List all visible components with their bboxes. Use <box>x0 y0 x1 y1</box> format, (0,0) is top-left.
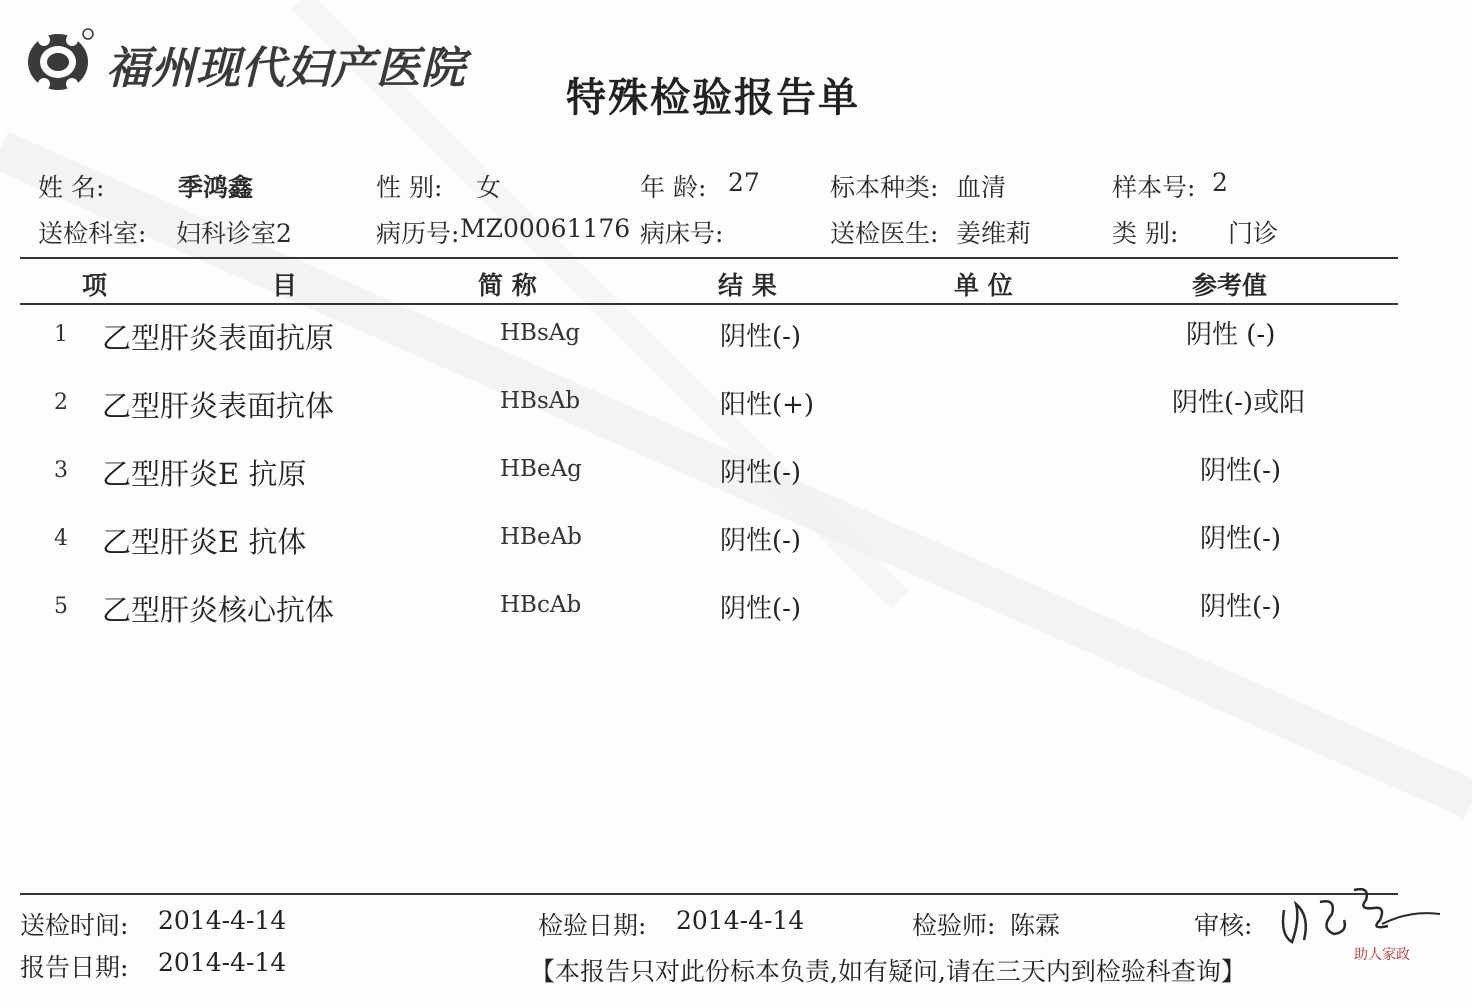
sample-no-label: 样本号: <box>1112 173 1196 202</box>
category-label: 类 别: <box>1112 219 1179 248</box>
col-header-item-b: 目 <box>272 271 298 300</box>
row-item-name: 乙型肝炎表面抗体 <box>102 389 335 423</box>
sample-no-value: 2 <box>1212 168 1228 197</box>
row-reference: 阴性(-) <box>1200 592 1282 622</box>
bed-no-label: 病床号: <box>640 219 724 248</box>
submit-time-label: 送检时间: <box>20 911 129 940</box>
report-date-value: 2014-4-14 <box>158 948 287 977</box>
report-title: 特殊检验报告单 <box>566 74 860 121</box>
technician-label: 检验师: <box>912 911 996 940</box>
record-no-value: MZ00061176 <box>460 214 631 243</box>
submit-time-value: 2014-4-14 <box>158 906 287 935</box>
row-index: 1 <box>54 322 68 347</box>
reviewer-label: 审核: <box>1194 911 1253 940</box>
dept-value: 妇科诊室2 <box>176 219 292 248</box>
record-no-label: 病历号: <box>376 219 460 248</box>
table-header-rule <box>20 303 1398 305</box>
row-index: 3 <box>54 458 68 483</box>
doctor-label: 送检医生: <box>830 219 939 248</box>
watermark-stamp: 助人家政 <box>1354 947 1410 963</box>
row-item-name: 乙型肝炎核心抗体 <box>102 593 335 627</box>
report-date-label: 报告日期: <box>20 953 129 982</box>
patient-name-value: 季鸿鑫 <box>178 173 254 202</box>
col-header-abbr: 简 称 <box>478 271 537 300</box>
row-index: 2 <box>54 390 68 415</box>
age-value: 27 <box>728 168 760 197</box>
dept-label: 送检科室: <box>38 219 147 248</box>
row-reference: 阴性(-) <box>1200 456 1282 486</box>
hospital-logo <box>22 22 466 94</box>
col-header-item-a: 项 <box>82 271 108 300</box>
row-result: 阴性(-) <box>720 458 802 488</box>
row-reference: 阴性(-) <box>1200 524 1282 554</box>
category-value: 门诊 <box>1228 219 1279 248</box>
row-result: 阴性(-) <box>720 526 802 556</box>
col-header-reference: 参考值 <box>1192 271 1268 300</box>
hospital-name: 福州现代妇产医院 <box>106 43 466 94</box>
row-reference: 阴性 (-) <box>1186 320 1276 350</box>
row-index: 4 <box>54 526 68 551</box>
table-bottom-rule <box>20 893 1398 895</box>
gender-value: 女 <box>476 173 502 202</box>
specimen-value: 血清 <box>956 173 1007 202</box>
row-item-name: 乙型肝炎表面抗原 <box>102 321 335 355</box>
row-reference: 阴性(-)或阳 <box>1172 388 1306 418</box>
doctor-value: 姜维莉 <box>956 219 1032 248</box>
patient-name-label: 姓 名: <box>38 173 105 202</box>
row-result: 阴性(-) <box>720 594 802 624</box>
row-result: 阴性(-) <box>720 322 802 352</box>
row-abbr: HBcAb <box>500 592 582 618</box>
row-result: 阳性(+) <box>720 390 815 420</box>
disclaimer-note: 【本报告只对此份标本负责,如有疑问,请在三天内到检验科查询】 <box>530 957 1246 986</box>
row-item-name: 乙型肝炎E 抗体 <box>102 525 307 559</box>
test-date-label: 检验日期: <box>538 911 647 940</box>
col-header-unit: 单 位 <box>954 271 1013 300</box>
row-item-name: 乙型肝炎E 抗原 <box>102 457 307 491</box>
row-abbr: HBeAb <box>500 524 582 550</box>
row-abbr: HBeAg <box>500 456 582 482</box>
col-header-result: 结 果 <box>718 271 777 300</box>
hospital-logo-icon <box>22 26 94 94</box>
row-abbr: HBsAg <box>500 320 581 346</box>
gender-label: 性 别: <box>376 173 443 202</box>
technician-value: 陈霖 <box>1010 911 1061 940</box>
test-date-value: 2014-4-14 <box>676 906 805 935</box>
table-top-rule <box>20 257 1398 259</box>
age-label: 年 龄: <box>640 173 707 202</box>
row-abbr: HBsAb <box>500 388 581 414</box>
specimen-label: 标本种类: <box>830 173 939 202</box>
row-index: 5 <box>54 594 68 619</box>
